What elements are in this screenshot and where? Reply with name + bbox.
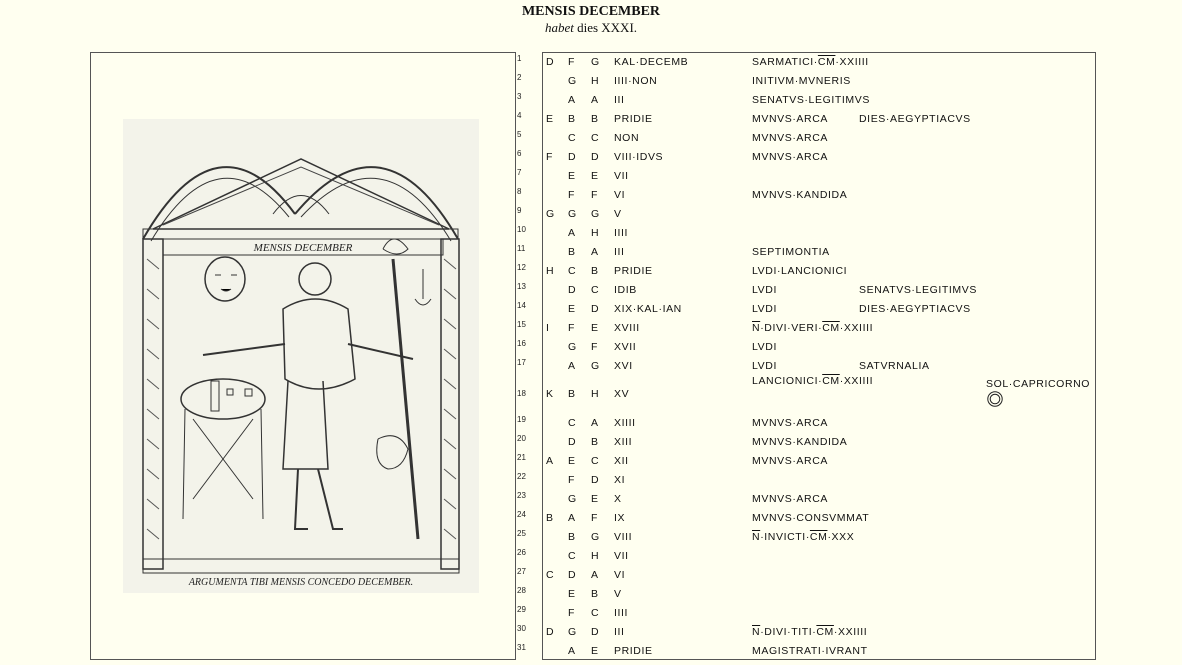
event-text [752,322,873,334]
nundinal-letter: I [546,322,550,334]
event-text-2 [859,360,930,372]
table-row [543,585,1095,604]
text-segment: ·XXIIII [833,626,868,638]
table-row [543,433,1095,452]
roman-date: XII [614,455,629,467]
table-row [543,205,1095,224]
roman-date: IX [614,512,626,524]
text-segment: MVNVS·ARCA [752,132,829,144]
event-text [752,189,847,201]
event-text [752,417,828,429]
roman-date: PRIDIE [614,113,653,125]
letter-c: H [591,75,600,87]
roman-date: VII [614,170,629,182]
letter-c: E [591,493,599,505]
letter-b: A [568,512,576,524]
letter-c: D [591,626,600,638]
letter-c: G [591,360,600,372]
text-segment: MVNVS·ARCA [752,113,829,125]
letter-b: F [568,322,576,334]
table-row [543,167,1095,186]
table-row [543,300,1095,319]
text-segment: LVDI [752,360,777,372]
letter-c: H [591,388,600,400]
event-text [752,132,828,144]
letter-c: H [591,550,600,562]
event-text [752,246,830,258]
letter-b: D [568,284,577,296]
text-segment: INITIVM·MVNERIS [752,75,851,87]
letter-c: F [591,512,599,524]
letter-c: A [591,417,599,429]
sol-capricorno-label: SOL·CAPRICORNO [986,378,1091,390]
letter-c: B [591,265,599,277]
day-number: 19 [517,415,526,424]
nundinal-letter: G [546,208,555,220]
nundinal-letter: D [546,56,555,68]
day-number: 24 [517,510,526,519]
text-segment: MAGISTRATI·IVRANT [752,645,868,657]
text-segment: $\overline{CM}$ [809,531,828,543]
text-segment: SENATVS·LEGITIMVS [859,284,977,296]
letter-b: B [568,246,576,258]
nundinal-letter: D [546,626,555,638]
table-row [543,53,1095,72]
table-row [543,148,1095,167]
roman-date: IDIB [614,284,637,296]
letter-c: H [591,227,600,239]
text-segment: $\overline{CM}$ [817,56,836,68]
day-number: 14 [517,301,526,310]
event-text [752,341,777,353]
table-row [543,224,1095,243]
letter-c: B [591,113,599,125]
letter-b: C [568,550,577,562]
event-text [752,303,777,315]
text-segment: MVNVS·ARCA [752,493,829,505]
roman-date: XVI [614,360,633,372]
text-segment: ·DIVI·TITI· [760,626,817,638]
event-text [752,56,869,68]
nundinal-letter: E [546,113,554,125]
nundinal-letter: F [546,151,554,163]
row18-note [543,372,1095,391]
letter-b: A [568,94,576,106]
letter-c: D [591,151,600,163]
letter-b: C [568,265,577,277]
letter-c: B [591,588,599,600]
illustration-panel [90,52,516,660]
event-text [752,455,828,467]
roman-date: V [614,588,622,600]
roman-date: PRIDIE [614,645,653,657]
text-segment: LANCIONICI· [752,375,823,387]
roman-date: VIII [614,531,633,543]
day-number: 26 [517,548,526,557]
letter-b: C [568,417,577,429]
roman-date: VI [614,189,626,201]
roman-date: VIII·IDVS [614,151,664,163]
day-number: 5 [517,130,522,139]
event-text [752,265,847,277]
event-text [752,493,828,505]
roman-date: PRIDIE [614,265,653,277]
roman-date: IIII [614,227,629,239]
letter-c: E [591,170,599,182]
table-row [543,91,1095,110]
letter-c: G [591,56,600,68]
day-number: 27 [517,567,526,576]
table-row [543,338,1095,357]
nundinal-letter: A [546,455,554,467]
text-segment: LVDI [752,284,777,296]
event-text [752,75,851,87]
roman-date: IIII [614,607,629,619]
day-number: 6 [517,149,522,158]
letter-b: F [568,607,576,619]
event-text [752,94,870,106]
day-number: 25 [517,529,526,538]
table-row [543,186,1095,205]
text-segment: $\overline{N}$ [752,322,761,334]
text-segment: $\overline{CM}$ [822,375,840,387]
day-number: 9 [517,206,522,215]
letter-c: F [591,341,599,353]
letter-c: B [591,436,599,448]
roman-date: III [614,626,625,638]
day-number: 12 [517,263,526,272]
nundinal-letter: K [546,388,554,400]
letter-b: G [568,626,577,638]
banner-text: MENSIS DECEMBER [253,242,353,254]
text-segment: MVNVS·KANDIDA [752,436,848,448]
page-header [0,3,1182,35]
event-text [752,113,828,125]
day-number: 28 [517,586,526,595]
roman-date: III [614,246,625,258]
table-row [543,72,1095,91]
table-row [543,110,1095,129]
text-segment: $\overline{CM}$ [822,322,840,334]
page-title: MENSIS DECEMBER [521,4,661,19]
roman-date: KAL·DECEMB [614,56,689,68]
text-segment: $\overline{N}$ [752,531,761,543]
day-number: 21 [517,453,526,462]
day-number: 16 [517,339,526,348]
letter-b: D [568,151,577,163]
table-row [543,414,1095,433]
table-row [543,642,1095,661]
day-number: 13 [517,282,526,291]
letter-b: G [568,208,577,220]
day-number: 8 [517,187,522,196]
text-segment: ·XXIIII [839,375,874,387]
letter-c: E [591,645,599,657]
nundinal-letter: H [546,265,555,277]
roman-date: XV [614,388,630,400]
letter-c: A [591,94,599,106]
event-text-2 [859,284,977,296]
text-segment: LVDI·LANCIONICI [752,265,848,277]
day-number: 20 [517,434,526,443]
event-text [752,360,777,372]
event-text [752,284,777,296]
table-row [543,319,1095,338]
table-row [543,566,1095,585]
letter-c: C [591,284,600,296]
event-text-2 [859,303,971,315]
day-number: 30 [517,624,526,633]
letter-c: D [591,303,600,315]
letter-c: C [591,455,600,467]
text-segment: DIES·AEGYPTIACVS [859,113,971,125]
event-text [752,512,869,524]
text-segment: MVNVS·ARCA [752,455,829,467]
table-row [543,452,1095,471]
table-row [543,528,1095,547]
letter-b: B [568,531,576,543]
table-row [543,471,1095,490]
letter-b: A [568,360,576,372]
event-text [752,645,868,657]
text-segment: $\overline{N}$ [752,626,761,638]
december-illustration [123,119,479,593]
event-text [752,531,854,543]
letter-b: A [568,645,576,657]
letter-b: D [568,569,577,581]
nundinal-letter: B [546,512,554,524]
text-segment: ·XXX [827,531,855,543]
letter-b: E [568,170,576,182]
roman-date: XIII [614,436,633,448]
subtitle-rest: dies XXXI. [573,20,638,35]
roman-date: VI [614,569,626,581]
day-number: 7 [517,168,522,177]
day-number: 31 [517,643,526,652]
text-segment: MVNVS·KANDIDA [752,189,848,201]
day-number: 29 [517,605,526,614]
day-number: 22 [517,472,526,481]
day-number: 17 [517,358,526,367]
day-number: 10 [517,225,526,234]
table-row [543,547,1095,566]
day-number: 11 [517,244,526,253]
day-number: 1 [517,54,522,63]
roman-date: XI [614,474,626,486]
text-segment: SARMATICI· [752,56,818,68]
text-segment: MVNVS·ARCA [752,151,829,163]
text-segment: ·DIVI·VERI· [760,322,823,334]
table-row [543,129,1095,148]
letter-b: G [568,341,577,353]
table-row [543,509,1095,528]
text-segment: SEPTIMONTIA [752,246,830,258]
letter-b: G [568,493,577,505]
table-row [543,490,1095,509]
day-number: 4 [517,111,522,120]
letter-b: F [568,474,576,486]
letter-c: A [591,246,599,258]
calendar-table [542,52,1096,660]
day-number: 18 [517,389,526,398]
caption-text: ARGUMENTA TIBI MENSIS CONCEDO DECEMBER. [188,577,414,588]
roman-date: V [614,208,622,220]
letter-c: E [591,322,599,334]
subtitle-italic: habet [544,20,574,35]
roman-date: X [614,493,622,505]
roman-date: NON [614,132,640,144]
letter-c: C [591,607,600,619]
text-segment: LVDI [752,303,777,315]
letter-c: F [591,189,599,201]
nundinal-letter: C [546,569,555,581]
table-row [543,281,1095,300]
event-text-2 [859,113,971,125]
text-segment: MVNVS·CONSVMMAT [752,512,870,524]
event-text [752,626,867,638]
letter-b: B [568,113,576,125]
letter-c: D [591,474,600,486]
text-segment: SENATVS·LEGITIMVS [752,94,870,106]
text-segment: ·XXIIII [835,56,869,68]
roman-date: XIX·KAL·IAN [614,303,682,315]
letter-b: C [568,132,577,144]
text-segment: ·INVICTI· [760,531,810,543]
roman-date: XIIII [614,417,636,429]
roman-date: III [614,94,625,106]
letter-b: E [568,455,576,467]
letter-b: F [568,56,576,68]
day-number: 23 [517,491,526,500]
event-text [752,375,873,387]
roman-date: XVIII [614,322,640,334]
letter-b: B [568,388,576,400]
letter-b: G [568,75,577,87]
event-text [752,151,828,163]
roman-date: IIII·NON [614,75,658,87]
letter-c: G [591,208,600,220]
day-number: 2 [517,73,522,82]
letter-b: F [568,189,576,201]
text-segment: SATVRNALIA [859,360,930,372]
text-segment: DIES·AEGYPTIACVS [859,303,971,315]
letter-c: A [591,569,599,581]
text-segment: $\overline{CM}$ [816,626,834,638]
letter-b: A [568,227,576,239]
roman-date: XVII [614,341,637,353]
table-row [543,623,1095,642]
letter-b: E [568,588,576,600]
day-number: 3 [517,92,522,101]
event-text [752,436,847,448]
letter-c: C [591,132,600,144]
text-segment: ·XXIIII [839,322,874,334]
letter-b: E [568,303,576,315]
page-subtitle [0,20,1182,35]
day-number: 15 [517,320,526,329]
table-row [543,243,1095,262]
text-segment: MVNVS·ARCA [752,417,829,429]
roman-date: VII [614,550,629,562]
table-row [543,262,1095,281]
table-row [543,604,1095,623]
letter-b: D [568,436,577,448]
text-segment: LVDI [752,341,777,353]
letter-c: G [591,531,600,543]
